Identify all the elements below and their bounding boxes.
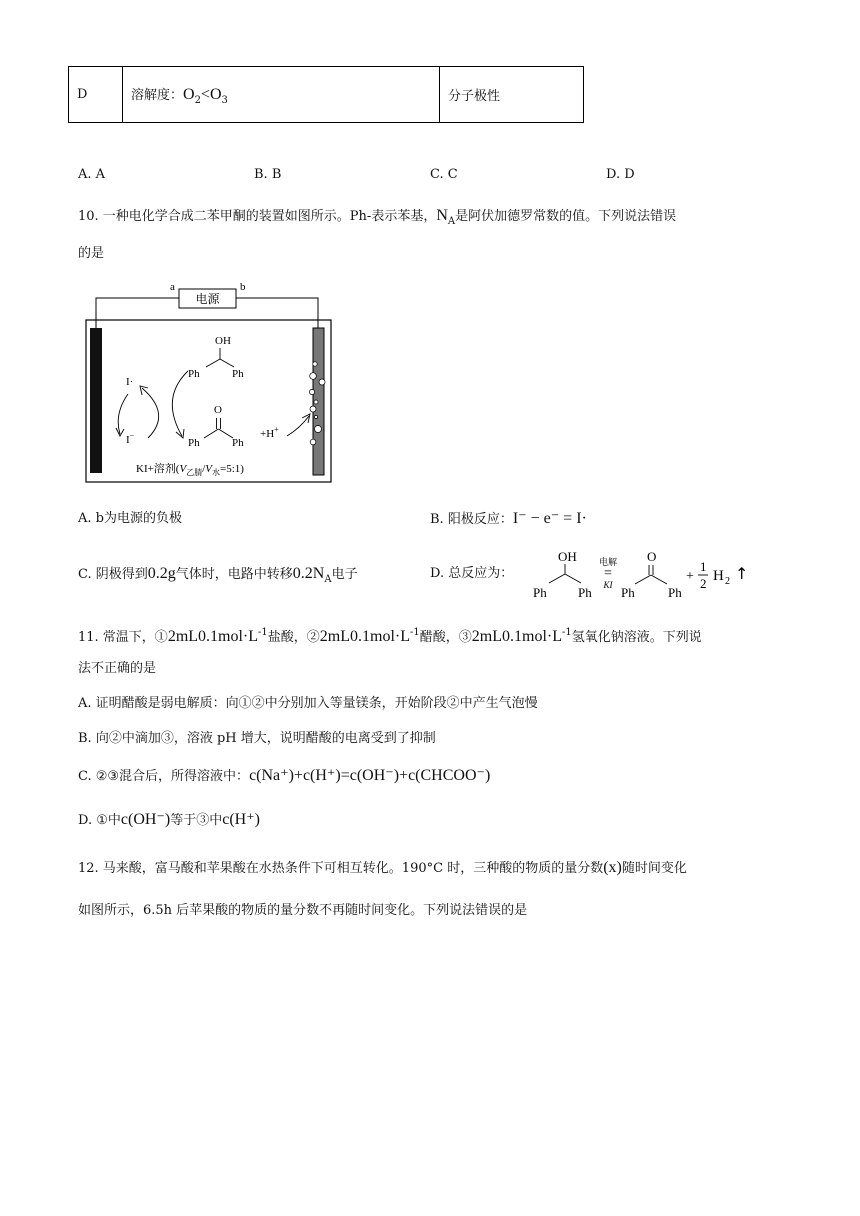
plus-sign: + bbox=[686, 569, 694, 584]
fraction-numerator: 1 bbox=[700, 559, 707, 574]
row-property: 溶解度：$O_2<O_3$ bbox=[123, 67, 440, 123]
wire-left bbox=[96, 298, 179, 328]
q10-stem-line-2: 的是 bbox=[78, 246, 105, 261]
proton-label: +H+ bbox=[260, 425, 279, 440]
gas-arrow: ↑ bbox=[735, 564, 749, 583]
arrowhead-radical bbox=[140, 386, 148, 395]
benzhydrol-oh: OH bbox=[215, 335, 231, 347]
terminal-b-label: b bbox=[240, 281, 246, 293]
power-source-label: 电源 bbox=[195, 292, 220, 306]
terminal-a-label: a bbox=[170, 281, 175, 293]
q10-option-d-label: D. 总反应为： bbox=[430, 566, 514, 581]
electrolysis-apparatus-figure bbox=[84, 276, 344, 486]
q10-option-a: A. b为电源的负极 bbox=[78, 511, 182, 526]
equals-sign: = bbox=[604, 566, 612, 581]
q12-stem-line-1: 12. 马来酸，富马酸和苹果酸在水热条件下可相互转化。190°C 时，三种酸的物质的量分数(x)随时间变化 bbox=[78, 859, 687, 876]
fraction-denominator: 2 bbox=[700, 576, 707, 591]
iodine-radical: I· bbox=[126, 376, 134, 388]
benzophenone-bonds bbox=[204, 418, 233, 438]
options-table bbox=[68, 66, 584, 123]
arrow-radical-to-iodide bbox=[118, 394, 128, 434]
benzhydrol-bonds bbox=[206, 348, 234, 367]
wire-right bbox=[236, 298, 318, 328]
q11-stem-line-1: 11. 常温下，$①2mL0.1mol\cdot L^{-1}$盐酸，$②2mL0.1mol\cdot L^{-1}$醋酸，$③2mL0.1mol\cdot L^{-1}$氢氧化钠溶液。下列说 bbox=[78, 627, 702, 645]
condition-electrolysis: 电解 bbox=[598, 558, 618, 568]
benzophenone-o: O bbox=[214, 404, 222, 416]
q11-stem-line-2: 法不正确的是 bbox=[78, 661, 157, 676]
iodide-ion: I− bbox=[126, 431, 135, 446]
benzhydrol-ph-right: Ph bbox=[232, 368, 244, 380]
reactant-bonds bbox=[549, 564, 581, 583]
row-reason: 分子极性 bbox=[440, 67, 584, 123]
hydrogen-subscript: 2 bbox=[725, 576, 730, 587]
electrolytic-cell bbox=[86, 320, 331, 482]
q10-stem-line-1: 10. 一种电化学合成二苯甲酮的装置如图所示。Ph-表示苯基，$N_A$是阿伏加德罗常数的值。下列说法错误 bbox=[78, 207, 677, 227]
condition-ki: KI bbox=[603, 580, 613, 590]
q11-option-a: A. 证明醋酸是弱电解质：向①②中分别加入等量镁条，开始阶段②中产生气泡慢 bbox=[78, 696, 538, 711]
q9-option-b: B. B bbox=[254, 167, 282, 182]
q12-stem-line-2: 如图所示，6.5h 后苹果酸的物质的量分数不再随时间变化。下列说法错误的是 bbox=[78, 903, 528, 918]
reactant-ph-right: Ph bbox=[578, 585, 592, 600]
q9-option-a: A. A bbox=[78, 167, 106, 182]
arrow-oxidation bbox=[172, 371, 188, 436]
benzophenone-ph-left: Ph bbox=[188, 437, 200, 449]
q9-option-c: C. C bbox=[430, 167, 458, 182]
product-ph-right: Ph bbox=[668, 585, 682, 600]
q9-option-d: D. D bbox=[606, 167, 635, 182]
arrowhead-oxidation bbox=[176, 429, 184, 438]
q10-option-c: C. 阴极得到0.2g气体时，电路中转移$0.2N_A$电子 bbox=[78, 565, 358, 585]
q11-option-d: D. ①中c(OH⁻)等于③中c(H⁺) bbox=[78, 811, 260, 828]
arrowhead-proton bbox=[302, 414, 310, 423]
q11-option-c: C. ②③混合后，所得溶液中：c(Na⁺)+c(H⁺)=c(OH⁻)+c(CHCOO⁻) bbox=[78, 767, 491, 784]
benzophenone-ph-right: Ph bbox=[232, 437, 244, 449]
solution-label: KI+溶剂$(V_{乙腈}/V_水=5:1)$ bbox=[136, 463, 244, 477]
product-bonds bbox=[635, 565, 667, 584]
q10-option-d-equation bbox=[528, 546, 758, 602]
benzhydrol-ph-left: Ph bbox=[188, 368, 200, 380]
arrow-iodide-to-radical bbox=[142, 388, 159, 438]
reactant-ph-left: Ph bbox=[533, 585, 547, 600]
left-electrode bbox=[90, 328, 102, 473]
arrow-proton bbox=[287, 416, 309, 436]
reactant-oh: OH bbox=[558, 549, 577, 564]
table-row bbox=[69, 67, 584, 123]
q10-option-b: B. 阳极反应：I⁻ − e⁻ = I· bbox=[430, 510, 587, 527]
q11-option-b: B. 向②中滴加③，溶液 pH 增大，说明醋酸的电离受到了抑制 bbox=[78, 731, 436, 746]
product-ph-left: Ph bbox=[621, 585, 635, 600]
arrowhead-iodide bbox=[116, 428, 124, 436]
row-letter: D bbox=[69, 67, 123, 123]
product-o: O bbox=[647, 549, 657, 564]
hydrogen-h: H bbox=[713, 568, 724, 584]
